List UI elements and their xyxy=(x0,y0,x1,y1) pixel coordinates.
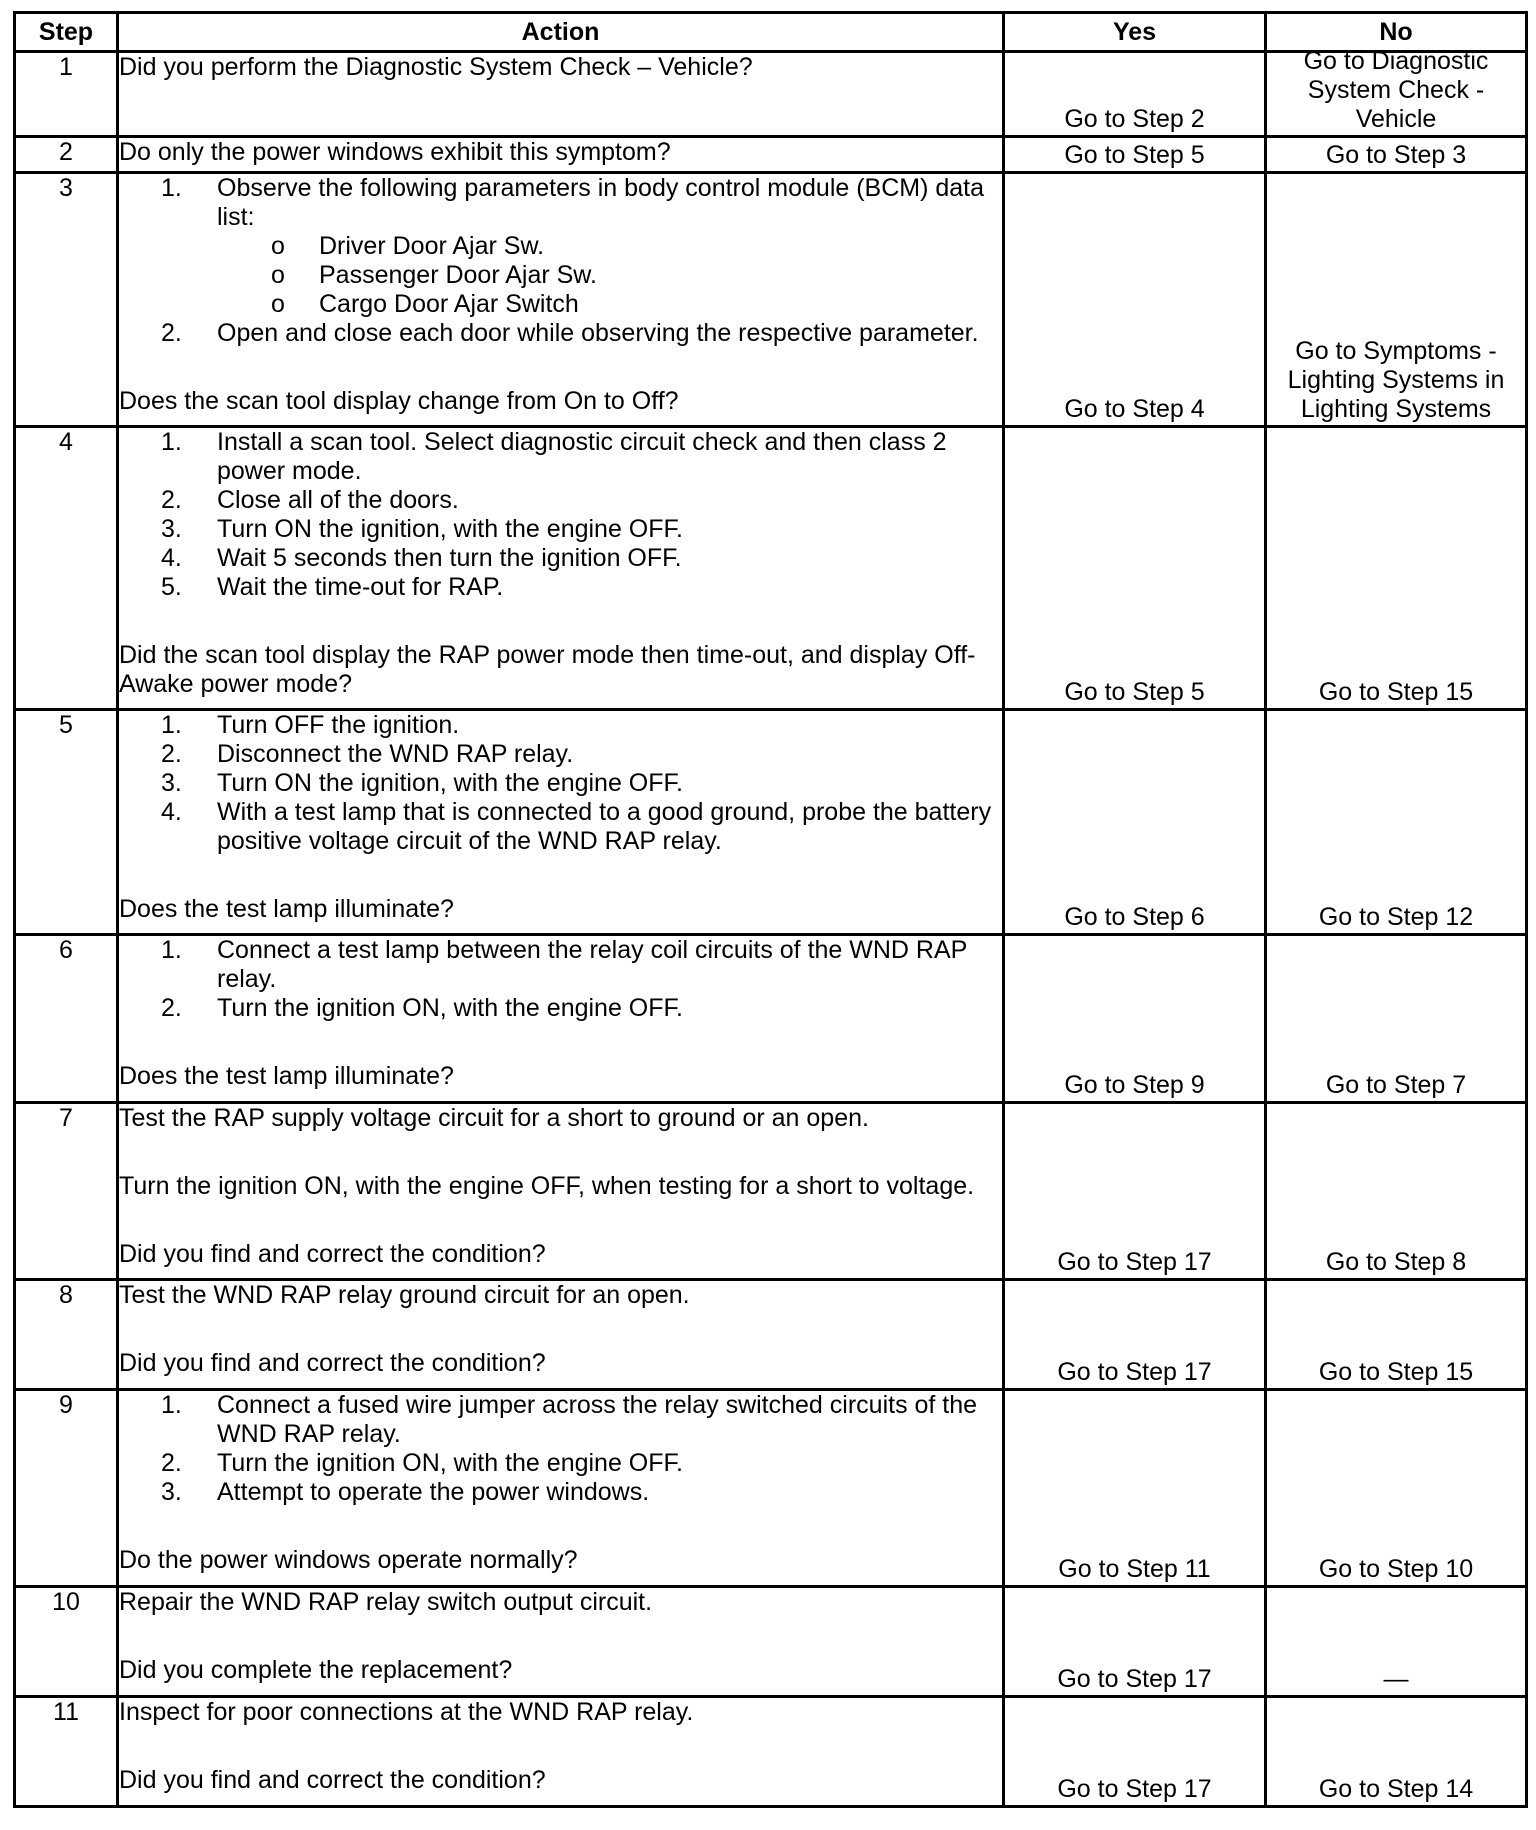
table-row xyxy=(15,1103,1527,1280)
yes-cell xyxy=(1004,1103,1266,1280)
yes-cell xyxy=(1004,137,1266,173)
procedure-item: Turn OFF the ignition. xyxy=(217,711,460,739)
table-row xyxy=(15,1697,1527,1807)
action-cell xyxy=(118,137,1004,173)
yes-cell xyxy=(1004,427,1266,710)
no-cell xyxy=(1266,1587,1527,1697)
yes-answer: Go to Step 11 xyxy=(1058,1555,1211,1583)
procedure-item: Turn ON the ignition, with the engine OFF. xyxy=(217,769,683,797)
yes-cell xyxy=(1004,1697,1266,1807)
header-step: Step xyxy=(15,13,118,52)
step-number: 7 xyxy=(15,1103,118,1280)
no-answer: Go to Step 15 xyxy=(1318,678,1474,706)
no-answer: Go to Symptoms - Lighting Systems in Lighting Systems xyxy=(1287,337,1505,423)
no-cell xyxy=(1266,173,1527,427)
procedure-item: Open and close each door while observing the respective parameter. xyxy=(217,319,979,347)
action-cell xyxy=(118,1587,1004,1697)
procedure-item: Wait 5 seconds then turn the ignition OFF. xyxy=(217,544,682,572)
step-number: 4 xyxy=(15,427,118,710)
procedure-item: Wait the time-out for RAP. xyxy=(217,573,504,601)
step-number: 6 xyxy=(15,935,118,1103)
action-paragraph: Repair the WND RAP relay switch output circuit. xyxy=(119,1588,653,1616)
step-number: 10 xyxy=(15,1587,118,1697)
question-text: Do the power windows operate normally? xyxy=(119,1546,578,1574)
step-number: 8 xyxy=(15,1280,118,1390)
parameter-item: o Passenger Door Ajar Sw. xyxy=(319,261,1002,290)
procedure-item: Close all of the doors. xyxy=(217,486,459,514)
table-row xyxy=(15,427,1527,710)
action-cell xyxy=(118,1103,1004,1280)
procedure-item: Connect a test lamp between the relay coil circuits of the WND RAP relay. xyxy=(217,936,967,993)
yes-answer: Go to Step 17 xyxy=(1057,1775,1212,1803)
procedure-list xyxy=(119,428,1002,602)
step-number: 5 xyxy=(15,710,118,935)
yes-cell xyxy=(1004,710,1266,935)
no-cell xyxy=(1266,427,1527,710)
procedure-list xyxy=(119,711,1002,856)
yes-cell xyxy=(1004,935,1266,1103)
no-answer: Go to Step 7 xyxy=(1325,1071,1467,1099)
action-paragraph: Turn the ignition ON, with the engine OFF, when testing for a short to voltage. xyxy=(119,1172,975,1200)
procedure-item: Turn the ignition ON, with the engine OFF. xyxy=(217,994,683,1022)
yes-answer: Go to Step 4 xyxy=(1064,395,1205,423)
yes-answer: Go to Step 17 xyxy=(1057,1665,1212,1693)
step-number: 1 xyxy=(15,52,118,137)
no-cell xyxy=(1266,1103,1527,1280)
question-text: Did you find and correct the condition? xyxy=(119,1349,546,1377)
no-answer: Go to Step 12 xyxy=(1318,903,1474,931)
question-text: Does the test lamp illuminate? xyxy=(119,1062,454,1090)
table-row xyxy=(15,52,1527,137)
no-answer: Go to Step 10 xyxy=(1318,1555,1474,1583)
question-text: Does the scan tool display change from On to Off? xyxy=(119,387,679,415)
no-cell xyxy=(1266,137,1527,173)
procedure-item: With a test lamp that is connected to a good ground, probe the battery positive voltage circuit of the WND RAP relay. xyxy=(217,798,992,855)
table-row xyxy=(15,1280,1527,1390)
yes-answer: Go to Step 5 xyxy=(1064,678,1205,706)
action-cell xyxy=(118,1390,1004,1587)
action-paragraph: Test the WND RAP relay ground circuit for an open. xyxy=(119,1281,690,1309)
table-row xyxy=(15,710,1527,935)
procedure-list xyxy=(119,936,1002,1023)
action-cell xyxy=(118,1280,1004,1390)
table-row xyxy=(15,1587,1527,1697)
header-yes: Yes xyxy=(1004,13,1266,52)
no-answer: Go to Step 3 xyxy=(1325,141,1467,169)
yes-answer: Go to Step 17 xyxy=(1057,1358,1212,1386)
step-number: 3 xyxy=(15,173,118,427)
table-row xyxy=(15,137,1527,173)
header-no: No xyxy=(1266,13,1527,52)
no-answer: Go to Step 15 xyxy=(1318,1358,1474,1386)
table-row xyxy=(15,935,1527,1103)
procedure-item: Attempt to operate the power windows. xyxy=(217,1478,650,1506)
action-cell xyxy=(118,935,1004,1103)
yes-answer: Go to Step 9 xyxy=(1064,1071,1205,1099)
action-cell xyxy=(118,173,1004,427)
yes-cell xyxy=(1004,173,1266,427)
header-row xyxy=(15,13,1527,52)
no-cell xyxy=(1266,935,1527,1103)
yes-answer: Go to Step 2 xyxy=(1064,105,1205,133)
question-text: Did the scan tool display the RAP power mode then time-out, and display Off-Awake power mode? xyxy=(119,641,976,698)
yes-answer: Go to Step 17 xyxy=(1057,1248,1212,1276)
no-cell xyxy=(1266,1390,1527,1587)
procedure-text: Observe the following parameters in body control module (BCM) data list: xyxy=(217,174,985,231)
procedure-item: Disconnect the WND RAP relay. xyxy=(217,740,574,768)
question-text: Does the test lamp illuminate? xyxy=(119,895,454,923)
question-text: Did you find and correct the condition? xyxy=(119,1766,546,1794)
procedure-item: Turn the ignition ON, with the engine OFF. xyxy=(217,1449,683,1477)
parameter-item: o Driver Door Ajar Sw. xyxy=(319,232,1002,261)
no-answer: — xyxy=(1383,1665,1409,1693)
procedure-list xyxy=(119,1391,1002,1507)
yes-answer: Go to Step 6 xyxy=(1064,903,1205,931)
yes-cell xyxy=(1004,1587,1266,1697)
action-paragraph: Inspect for poor connections at the WND RAP relay. xyxy=(119,1698,694,1726)
question-text: Did you complete the replacement? xyxy=(119,1656,513,1684)
step-number: 11 xyxy=(15,1697,118,1807)
procedure-item xyxy=(217,174,1002,319)
table-row xyxy=(15,173,1527,427)
action-cell xyxy=(118,52,1004,137)
no-answer: Go to Step 8 xyxy=(1325,1248,1467,1276)
yes-answer: Go to Step 5 xyxy=(1064,141,1205,169)
action-paragraph: Test the RAP supply voltage circuit for a short to ground or an open. xyxy=(119,1104,869,1132)
action-cell xyxy=(118,1697,1004,1807)
procedure-item: Turn ON the ignition, with the engine OFF. xyxy=(217,515,683,543)
parameter-item: o Cargo Door Ajar Switch xyxy=(319,290,1002,319)
yes-cell xyxy=(1004,52,1266,137)
step-number: 2 xyxy=(15,137,118,173)
action-cell xyxy=(118,427,1004,710)
procedure-list xyxy=(119,174,1002,348)
question-text: Do only the power windows exhibit this symptom? xyxy=(119,138,671,166)
no-answer: Go to Step 14 xyxy=(1318,1775,1474,1803)
procedure-item: Install a scan tool. Select diagnostic circuit check and then class 2 power mode. xyxy=(217,428,947,485)
table-row xyxy=(15,1390,1527,1587)
header-action: Action xyxy=(118,13,1004,52)
no-cell xyxy=(1266,47,1527,137)
procedure-item: Connect a fused wire jumper across the relay switched circuits of the WND RAP relay. xyxy=(217,1391,978,1448)
no-cell xyxy=(1266,1697,1527,1807)
diagnostic-table xyxy=(13,11,1528,1808)
no-cell xyxy=(1266,710,1527,935)
yes-cell xyxy=(1004,1390,1266,1587)
step-number: 9 xyxy=(15,1390,118,1587)
yes-cell xyxy=(1004,1280,1266,1390)
no-answer: Go to Diagnostic System Check - Vehicle xyxy=(1303,47,1489,133)
question-text: Did you perform the Diagnostic System Check – Vehicle? xyxy=(119,53,753,81)
no-cell xyxy=(1266,1280,1527,1390)
action-cell xyxy=(118,710,1004,935)
parameter-list xyxy=(217,232,1002,319)
question-text: Did you find and correct the condition? xyxy=(119,1240,546,1268)
